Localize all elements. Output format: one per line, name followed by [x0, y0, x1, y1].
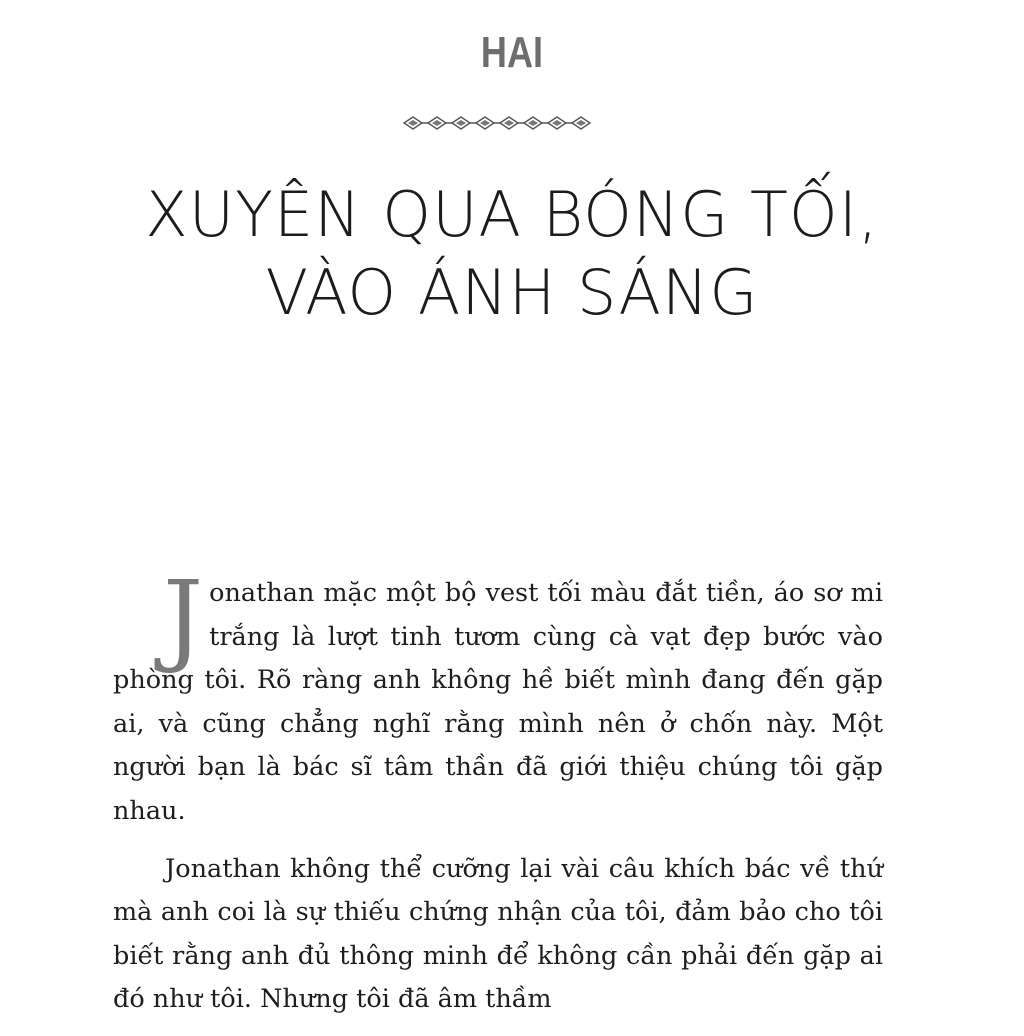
chapter-body [113, 559, 883, 1036]
chapter-number: HAI [480, 28, 544, 77]
paragraph-1 [113, 559, 883, 834]
paragraph-2: Jonathan không thể cưỡng lại vài câu khích bác về thứ mà anh coi là sự thiếu chứng nhận của tôi, đảm bảo cho tôi biết rằng anh đủ thông minh để không cần phải đến gặp ai đó như tôi. Nhưng tôi đã âm thầm [113, 853, 883, 1015]
diamond-chain-ornament-icon [402, 112, 594, 134]
chapter-title-line-2: VÀO ÁNH SÁNG [265, 256, 759, 329]
chapter-title [60, 176, 964, 332]
paragraph-1-text: onathan mặc một bộ vest tối màu đắt tiền, áo sơ mi trắng là lượt tinh tươm cùng cà vạt đẹp bước vào phòng tôi. Rõ ràng anh không hề biết mình đang đến gặp ai, và cũng chẳng nghĩ rằng mình nên ở chốn này. Một người bạn là bác sĩ tâm thần đã giới thiệu chúng tôi gặp nhau. [113, 578, 883, 826]
drop-cap: J [163, 559, 204, 676]
chapter-title-line-1: XUYÊN QUA BÓNG TỐI, [145, 178, 879, 251]
